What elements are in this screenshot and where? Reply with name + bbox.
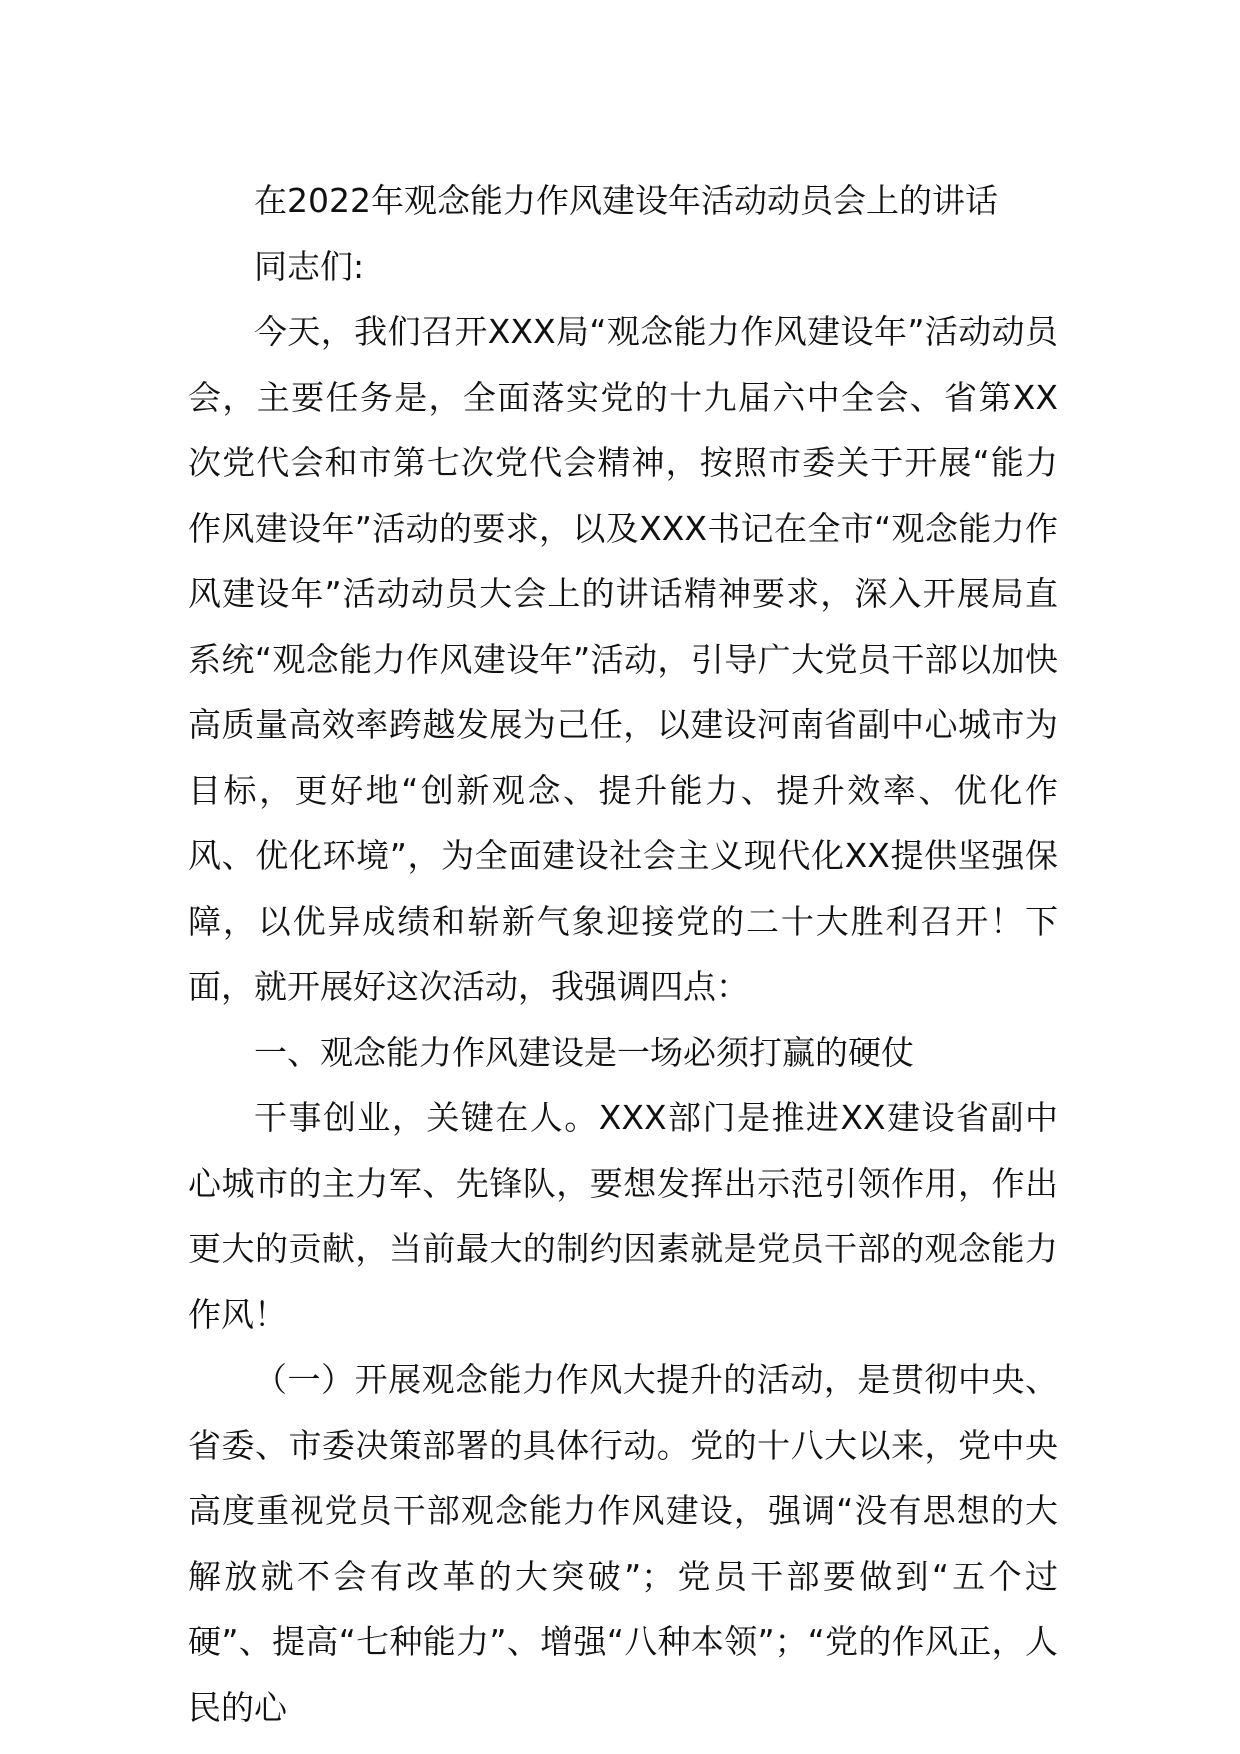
paragraph-subsection-1: （一）开展观念能力作风大提升的活动，是贯彻中央、省委、市委决策部署的具体行动。党的十八大以来，党中央高度重视党员干部观念能力作风建设，强调“没有思想的大解放就不会有改革的大突破”；党员干部要做到“五个过硬”、提高“七种能力”、增强“八种本领”；“党的作风正，人民的心 <box>188 1360 1058 1727</box>
document-body <box>188 168 1058 1740</box>
section-heading-1: 一、观念能力作风建设是一场必须打赢的硬仗 <box>254 1032 914 1072</box>
paragraph-intro: 今天，我们召开XXX局“观念能力作风建设年”活动动员会，主要任务是，全面落实党的十九届六中全会、省第XX次党代会和市第七次党代会精神，按照市委关于开展“能力作风建设年”活动的要求，以及XXX书记在全市“观念能力作风建设年”活动动员大会上的讲话精神要求，深入开展局直系统“观念能力作风建设年”活动，引导广大党员干部以加快高质量高效率跨越发展为己任，以建设河南省副中心城市为目标，更好地“创新观念、提升能力、提升效率、优化作风、优化环境”，为全面建设社会主义现代化XX提供坚强保障，以优异成绩和崭新气象迎接党的二十大胜利召开！下面，就开展好这次活动，我强调四点： <box>188 312 1058 1006</box>
salutation: 同志们: <box>254 246 365 286</box>
speech-title: 在2022年观念能力作风建设年活动动员会上的讲话 <box>254 181 998 220</box>
paragraph-key-people: 干事创业，关键在人。XXX部门是推进XX建设省副中心城市的主力军、先锋队，要想发挥出示范引领作用，作出更大的贡献，当前最大的制约因素就是党员干部的观念能力作风！ <box>188 1098 1058 1334</box>
